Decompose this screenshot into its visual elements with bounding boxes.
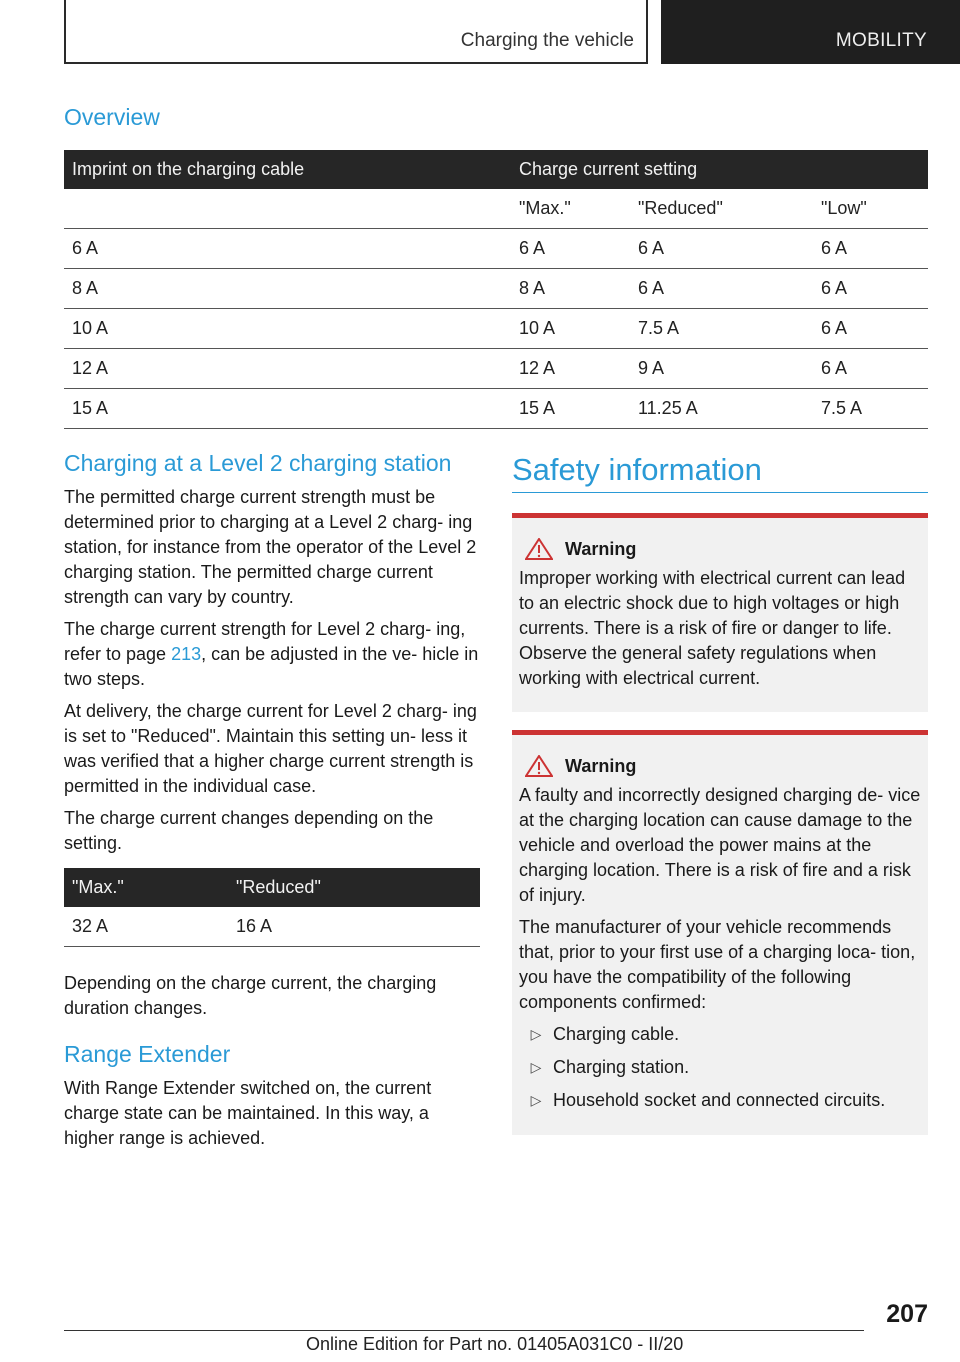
table-cell: 7.5 A	[630, 309, 813, 349]
overview-table	[64, 150, 928, 429]
level2-table-header	[64, 868, 480, 907]
list-item	[519, 1055, 922, 1080]
level2-paragraph-5: Depending on the charge current, the charging duration changes.	[64, 973, 437, 1018]
table-cell: 8 A	[511, 269, 630, 309]
warning-text: Improper working with electrical current can lead to an electric shock due to high voltages or high currents. There is a risk of fire or danger to life. Observe the general safety regulations when working with electrical current.	[519, 568, 906, 688]
warning-text: The manufacturer of your vehicle recommends that, prior to your first use of a charging loca‐ tion, you have the compatibility of the following components confirmed:	[519, 917, 916, 1012]
table-row	[64, 229, 928, 269]
page-link[interactable]: 213	[171, 644, 202, 664]
text-run: , can be adjusted in the ve‐ hicle in two steps.	[64, 644, 479, 689]
table-cell: 10 A	[64, 309, 511, 349]
warning-box-1	[512, 513, 928, 712]
overview-subheader-row	[64, 189, 928, 229]
list-item-text: Household socket and connected circuits.	[553, 1090, 886, 1110]
col-header-reduced: "Reduced"	[228, 868, 480, 907]
bullet-triangle-icon: ▷	[530, 1026, 542, 1042]
level2-paragraph-1: The permitted charge current strength must be determined prior to charging at a Level 2 charg‐ ing station, for instance from the operator of the Level 2 charging station. The permitted charge current strength can vary by country.	[64, 487, 477, 607]
table-row	[64, 349, 928, 389]
table-row	[64, 309, 928, 349]
overview-table-header	[64, 150, 928, 189]
table-cell: "Max."	[511, 189, 630, 229]
list-item-text: Charging cable.	[553, 1024, 680, 1044]
table-cell: 8 A	[64, 269, 511, 309]
table-cell: 10 A	[511, 309, 630, 349]
warning-heading	[519, 538, 922, 560]
table-cell: 7.5 A	[813, 389, 928, 429]
warning-text: A faulty and incorrectly designed charging de‐ vice at the charging location can cause damage to the vehicle and overload the power mains at the charging location. There is a risk of fire and a risk of injury.	[519, 785, 921, 905]
table-cell: "Low"	[813, 189, 928, 229]
table-cell: 6 A	[813, 349, 928, 389]
warning-heading	[519, 755, 922, 777]
safety-title: Safety information	[512, 452, 762, 487]
table-cell: 6 A	[64, 229, 511, 269]
left-column	[64, 450, 480, 1158]
table-cell: 32 A	[64, 907, 228, 947]
header-chapter-box	[661, 0, 960, 64]
table-cell: 15 A	[64, 389, 511, 429]
list-item-text: Charging station.	[553, 1057, 690, 1077]
table-cell: 6 A	[630, 269, 813, 309]
safety-title-rule	[512, 492, 928, 493]
level2-paragraph-3: At delivery, the charge current for Level 2 charg‐ ing is set to "Reduced". Maintain this setting un‐ less it was verified that a higher charge current strength is permitted in the individual case.	[64, 701, 477, 796]
overview-title: Overview	[64, 104, 160, 130]
col-header-setting: Charge current setting	[511, 150, 928, 189]
table-cell: 12 A	[511, 349, 630, 389]
page-number: 207	[886, 1300, 928, 1328]
table-cell: 9 A	[630, 349, 813, 389]
table-cell: 6 A	[813, 309, 928, 349]
table-cell: 16 A	[228, 907, 480, 947]
table-cell: 12 A	[64, 349, 511, 389]
edition-text: Online Edition for Part no. 01405A031C0 - II/20	[306, 1334, 684, 1354]
footer-rule	[64, 1330, 864, 1331]
bullet-triangle-icon: ▷	[530, 1059, 542, 1075]
table-cell: 6 A	[813, 269, 928, 309]
table-row	[64, 269, 928, 309]
col-header-imprint: Imprint on the charging cable	[64, 150, 511, 189]
range-extender-paragraph: With Range Extender switched on, the current charge state can be maintained. In this way, a higher range is achieved.	[64, 1078, 432, 1148]
col-header-max: "Max."	[64, 868, 228, 907]
level2-title: Charging at a Level 2 charging station	[64, 450, 452, 476]
table-cell	[64, 189, 511, 229]
level2-paragraph-2	[64, 617, 480, 692]
header-section-title: Charging the vehicle	[460, 30, 634, 51]
warning-triangle-icon	[525, 538, 553, 560]
table-cell: 11.25 A	[630, 389, 813, 429]
warning-triangle-icon	[525, 755, 553, 777]
range-extender-title: Range Extender	[64, 1041, 231, 1067]
list-item	[519, 1022, 922, 1047]
table-row	[64, 389, 928, 429]
table-row	[64, 907, 480, 947]
warning-title: Warning	[565, 538, 637, 559]
header-section-box	[64, 0, 648, 64]
level2-paragraph-4: The charge current changes depending on the setting.	[64, 808, 434, 853]
header-chapter-title: MOBILITY	[835, 30, 927, 51]
table-cell: "Reduced"	[630, 189, 813, 229]
list-item	[519, 1088, 922, 1113]
table-cell: 6 A	[630, 229, 813, 269]
warning-title: Warning	[565, 755, 637, 776]
table-cell: 6 A	[813, 229, 928, 269]
level2-table	[64, 868, 480, 947]
table-cell: 6 A	[511, 229, 630, 269]
text-run: The charge current strength for Level 2 charg‐ ing, refer to page	[64, 619, 466, 664]
bullet-triangle-icon: ▷	[530, 1092, 542, 1108]
table-cell: 15 A	[511, 389, 630, 429]
warning-box-2	[512, 730, 928, 1135]
